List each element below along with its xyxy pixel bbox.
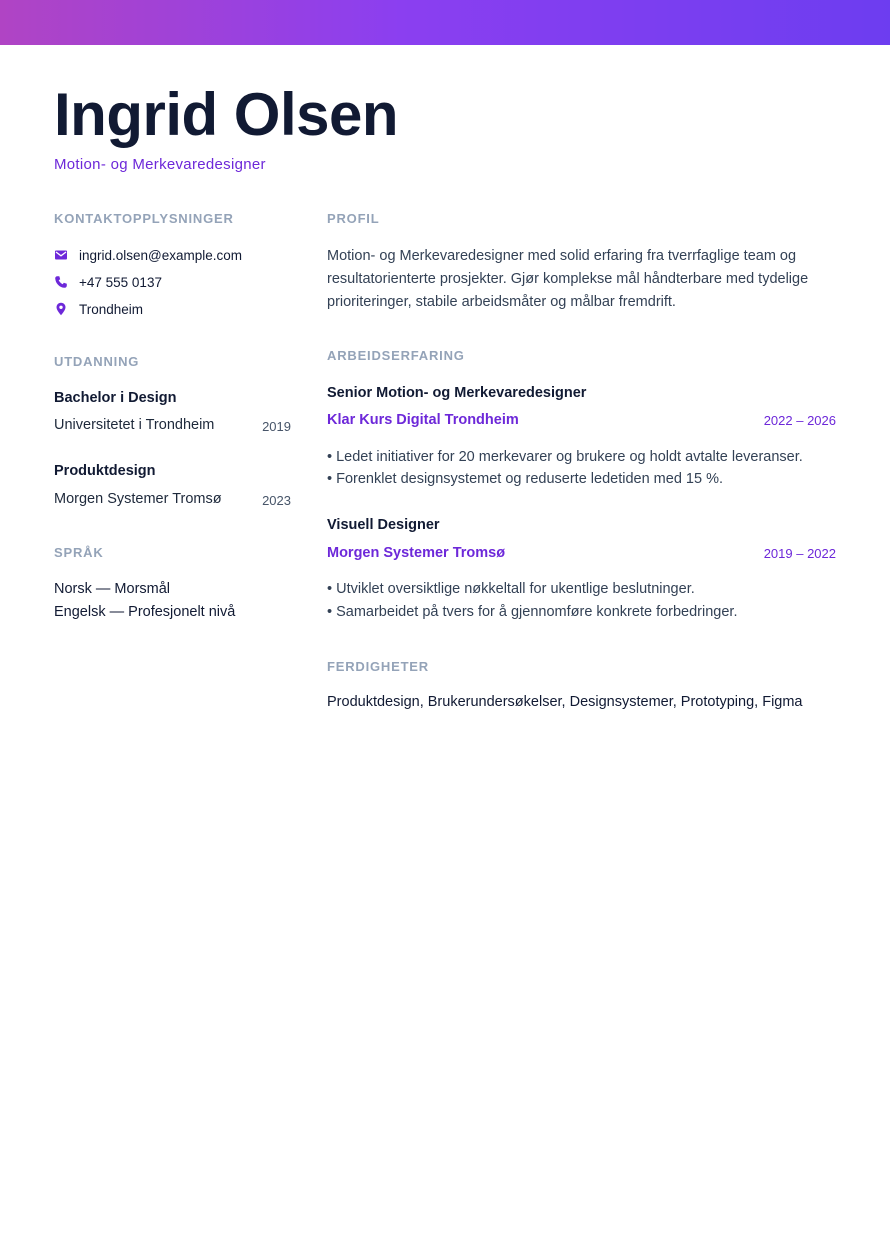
header-gradient-bar [0, 0, 890, 45]
education-year: 2023 [262, 493, 291, 508]
contact-phone[interactable] [54, 273, 162, 291]
profile-heading: PROFIL [327, 211, 380, 226]
language-item: Engelsk — Profesjonelt nivå [54, 604, 236, 620]
job-company: Morgen Systemer Tromsø [327, 545, 506, 561]
job-bullet: • Utviklet oversiktlige nøkkeltall for ukentlige beslutninger. [327, 581, 695, 597]
candidate-title: Motion- og Merkevaredesigner [54, 156, 266, 173]
job-bullet: • Forenklet designsystemet og reduserte ledetiden med 15 %. [327, 471, 723, 487]
phone-icon [54, 275, 68, 289]
job-bullet: • Samarbeidet på tvers for å gjennomføre konkrete forbedringer. [327, 604, 738, 620]
experience-heading: ARBEIDSERFARING [327, 348, 465, 363]
education-degree: Bachelor i Design [54, 390, 177, 406]
profile-text: Motion- og Merkevaredesigner med solid erfaring fra tverrfaglige team og resultatorienterte prosjekter. Gjør komplekse mål håndterbare med tydelige prioriteringer, stabile arbeidsmåter og målbar fremdrift. [327, 248, 809, 310]
mail-icon [54, 248, 68, 262]
contact-location [54, 300, 143, 318]
education-school: Morgen Systemer Tromsø [54, 491, 222, 507]
job-dates: 2019 – 2022 [763, 546, 836, 561]
job-title: Visuell Designer [327, 517, 440, 533]
job-dates: 2022 – 2026 [763, 413, 836, 428]
language-item: Norsk — Morsmål [54, 581, 171, 597]
job-company: Klar Kurs Digital Trondheim [327, 412, 519, 428]
contact-phone-text: +47 555 0137 [79, 274, 162, 290]
location-pin-icon [54, 302, 68, 316]
contact-location-text: Trondheim [79, 301, 144, 317]
education-degree: Produktdesign [54, 463, 156, 479]
education-school: Universitetet i Trondheim [54, 417, 215, 433]
skills-heading: FERDIGHETER [327, 659, 429, 674]
contact-heading: KONTAKTOPPLYSNINGER [54, 211, 234, 226]
education-heading: UTDANNING [54, 354, 140, 369]
candidate-name: Ingrid Olsen [54, 81, 399, 148]
contact-email-text: ingrid.olsen@example.com [79, 247, 243, 263]
skills-list: Produktdesign, Brukerundersøkelser, Designsystemer, Prototyping, Figma [327, 694, 803, 710]
job-title: Senior Motion- og Merkevaredesigner [327, 385, 587, 401]
languages-heading: SPRÅK [54, 545, 104, 560]
contact-email[interactable] [54, 246, 242, 264]
education-year: 2019 [262, 419, 291, 434]
job-bullet: • Ledet initiativer for 20 merkevarer og brukere og holdt avtalte leveranser. [327, 449, 803, 465]
